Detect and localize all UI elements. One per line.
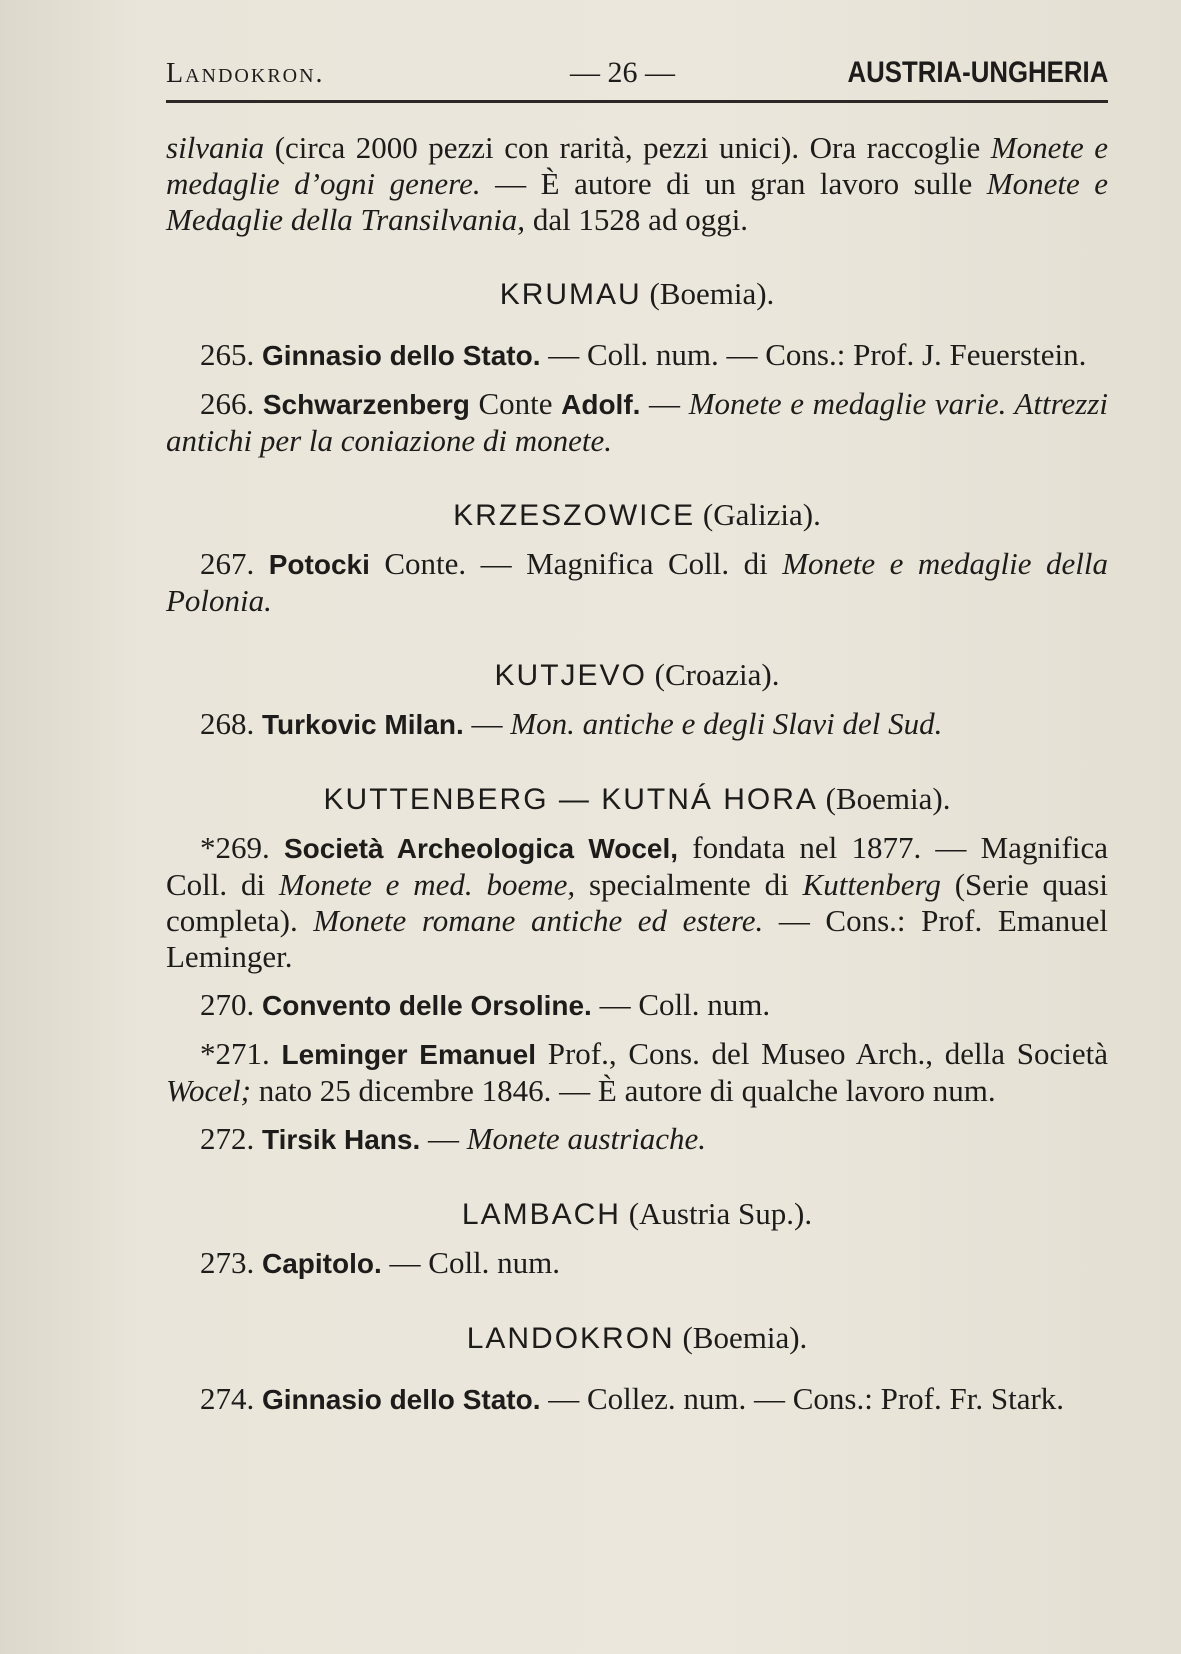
entry-272 [166,1121,1108,1158]
place-region: (Austria Sup.). [628,1196,813,1231]
entry-text: — [640,386,689,421]
place-region: (Galizia). [702,497,821,532]
entry-name: Potocki [268,549,370,580]
place-heading-krumau [166,276,1108,313]
place-name: KRUMAU [499,278,642,311]
entry-text: specialmente di [575,867,803,902]
place-heading-kuttenberg [166,781,1108,818]
place-region: (Boemia). [682,1320,808,1355]
continuation-paragraph [166,130,1108,238]
entry-271 [166,1036,1108,1109]
entry-name: Capitolo. [262,1248,382,1279]
entry-text: — Coll. num. — Cons.: Prof. J. Feuerstein. [540,337,1087,372]
place-heading-kutjevo [166,657,1108,694]
entry-number: *271. [200,1036,270,1071]
entry-text: — [420,1121,467,1156]
place-name: KUTTENBERG — KUTNÁ HORA [323,783,818,816]
entry-name: Schwarzenberg [262,389,470,420]
entry-name: Convento delle Orsoline. [262,990,592,1021]
entry-number: 272. [200,1121,255,1156]
entry-273 [166,1245,1108,1282]
text: — È autore di un gran lavoro sulle [480,166,987,201]
entry-number: 266. [200,386,255,421]
entry-number: 265. [200,337,255,372]
entry-text: fondata nel 1877. — Magnifica Coll. di [166,830,1109,902]
entry-text-italic: Monete e medaglie della Polonia. [166,546,1108,618]
text-italic: Monete e medaglie d’ogni genere. [166,130,1108,201]
entry-text-italic: Monete austriache. [466,1121,707,1156]
entry-266 [166,386,1108,459]
entry-text: Conte [469,386,562,421]
entry-text: (Serie quasi completa). [166,867,1108,938]
running-head-right: AUSTRIA-UNGHERIA [847,56,1108,89]
place-heading-lambach [166,1196,1108,1233]
entry-text: nato 25 dicembre 1846. — È autore di qualche lavoro num. [250,1073,996,1108]
header-rule [166,100,1108,103]
entry-text-italic: Kuttenberg [802,867,941,902]
place-name: KUTJEVO [494,659,647,692]
entry-text: Conte. — Magnifica Coll. di [369,546,783,581]
entry-name: Ginnasio dello Stato. [262,340,541,371]
entry-text: — Collez. num. — Cons.: Prof. Fr. Stark. [540,1381,1065,1416]
entry-269 [166,830,1108,975]
entry-name: Tirsik Hans. [262,1124,421,1155]
place-heading-krzeszowice [166,497,1108,534]
entry-name: Turkovic Milan. [262,709,464,740]
entry-268 [166,706,1108,743]
entry-text: — Coll. num. [591,987,771,1022]
place-name: KRZESZOWICE [453,499,696,532]
place-region: (Boemia). [649,276,775,311]
entry-number: *269. [200,830,270,865]
entry-text: — Cons.: Prof. Emanuel Leminger. [166,903,1108,974]
entry-number: 268. [200,706,255,741]
entry-number: 273. [200,1245,255,1280]
entry-274 [166,1381,1108,1418]
entry-number: 267. [200,546,255,581]
page-number: — 26 — [570,56,675,89]
entry-text: — [463,706,511,741]
entry-text-italic: Monete e medaglie varie. Attrezzi antichi per la coniazione di monete. [166,386,1108,458]
entry-name: Leminger Emanuel [281,1039,536,1070]
text-italic: Monete e Medaglie della Transilvania, [166,166,1108,237]
entry-text-italic: Mon. antiche e degli Slavi del Sud. [510,706,943,741]
text: (circa 2000 pezzi con rarità, pezzi unici). Ora raccoglie [264,130,991,165]
entry-name: Adolf. [561,389,641,420]
place-name: LANDOKRON [466,1322,675,1355]
place-region: (Croazia). [654,657,780,692]
entry-name: Società Archeologica Wocel, [283,833,679,864]
running-head-left: Landokron. [166,58,325,89]
entry-number: 270. [200,987,255,1022]
entry-267 [166,546,1108,619]
entry-text-italic: Monete e med. boeme, [278,867,576,902]
entry-text: Prof., Cons. del Museo Arch., della Società [535,1036,1108,1071]
place-heading-landokron [166,1320,1108,1357]
text-italic: silvania [166,130,265,165]
entry-text-italic: Wocel; [166,1073,251,1108]
entry-number: 274. [200,1381,255,1416]
text: dal 1528 ad oggi. [525,202,749,237]
page-header [166,52,1108,94]
entry-text-italic: Monete romane antiche ed estere. [313,903,764,938]
entry-270 [166,987,1108,1024]
page-content [166,130,1108,1418]
entry-name: Ginnasio dello Stato. [262,1384,541,1415]
place-name: LAMBACH [461,1198,621,1231]
entry-265 [166,337,1108,374]
entry-text: — Coll. num. [381,1245,561,1280]
place-region: (Boemia). [825,781,951,816]
